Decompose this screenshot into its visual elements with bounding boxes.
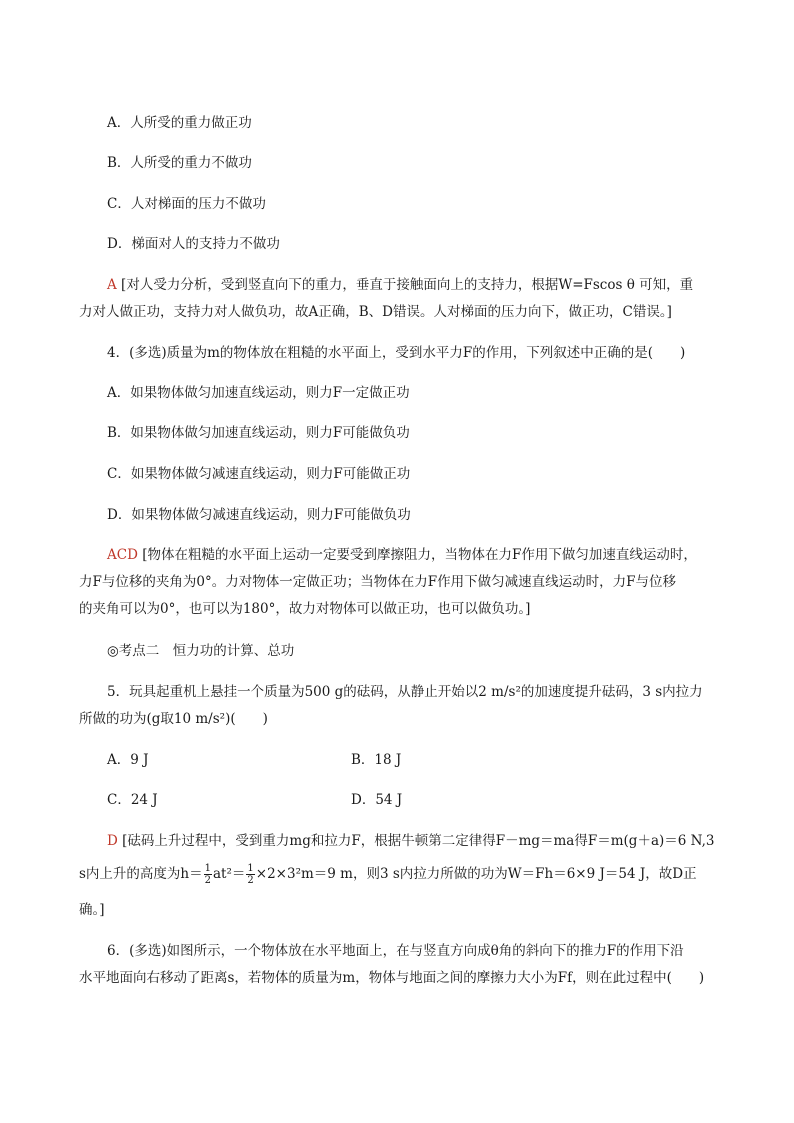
q4-stem: 4．(多选)质量为m的物体放在粗糙的水平面上，受到水平力F的作用，下列叙述中正确的是( ) [107, 345, 686, 361]
q4-explanation-line2: 力F与位移的夹角为0°。力对物体一定做正功；当物体在力F作用下做匀减速直线运动时，力F与位移 [79, 574, 676, 590]
q5-stem-line1: 5．玩具起重机上悬挂一个质量为500 g的砝码，从静止开始以2 m/s²的加速度提升砝码，3 s内拉力 [107, 684, 703, 700]
q5-explanation-line2 [79, 861, 697, 887]
q3-explanation-line2: 力对人做正功，支持力对人做负功，故A正确，B、D错误。人对梯面的压力向下，做正功，C错误。] [79, 304, 672, 320]
q4-option-d: D．如果物体做匀减速直线运动，则力F可能做负功 [107, 507, 411, 523]
q4-option-c: C．如果物体做匀减速直线运动，则力F可能做正功 [107, 466, 411, 482]
q5-option-d: D．54 J [351, 792, 403, 808]
q5-expl-mid1: at²＝ [213, 866, 246, 882]
frac-numerator: 1 [247, 863, 254, 874]
q5-expl-mid2: ×2×3²m＝9 m，则3 s内拉力所做的功为W＝Fh＝6×9 J＝54 J，故D正 [255, 866, 697, 882]
fraction-half-2 [246, 863, 254, 886]
q5-answer-letter: D [107, 833, 118, 849]
q5-option-b: B．18 J [351, 752, 402, 768]
q3-explanation-line1 [107, 275, 693, 295]
q5-option-c: C．24 J [107, 792, 158, 808]
frac-denominator: 2 [247, 875, 254, 886]
q6-stem-line2: 水平地面向右移动了距离s，若物体的质量为m，物体与地面之间的摩擦力大小为Ff，则在此过程中( ) [79, 970, 705, 986]
q5-stem-line2: 所做的功为(g取10 m/s²)( ) [79, 711, 268, 727]
q3-explanation-text: [对人受力分析，受到竖直向下的重力，垂直于接触面向上的支持力，根据W=Fscos θ 可知，重 [121, 277, 694, 293]
q3-answer-letter: A [107, 277, 117, 293]
q4-explanation-line3: 的夹角可以为0°，也可以为180°，故力对物体可以做正功，也可以做负功。] [79, 601, 531, 617]
q4-option-b: B．如果物体做匀加速直线运动，则力F可能做负功 [107, 425, 410, 441]
q5-expl-pre: s内上升的高度为h＝ [79, 866, 203, 882]
q4-explanation-line1 [107, 545, 697, 565]
q6-stem-line1: 6．(多选)如图所示，一个物体放在水平地面上，在与竖直方向成θ角的斜向下的推力F的作用下沿 [107, 943, 684, 959]
q3-option-d: D．梯面对人的支持力不做功 [107, 236, 280, 252]
q3-option-c: C．人对梯面的压力不做功 [107, 196, 266, 212]
q5-explanation-line1 [107, 831, 714, 851]
frac-numerator: 1 [204, 863, 211, 874]
frac-denominator: 2 [204, 875, 211, 886]
q5-explanation-text: [砝码上升过程中，受到重力mg和拉力F，根据牛顿第二定律得F－mg＝ma得F＝m(g＋a)＝6 N,3 [122, 833, 715, 849]
fraction-half-1 [204, 863, 212, 886]
q4-explanation-text: [物体在粗糙的水平面上运动一定要受到摩擦阻力，当物体在力F作用下做匀加速直线运动时， [142, 547, 697, 563]
q5-explanation-line3: 确。] [79, 902, 105, 918]
q3-option-a: A．人所受的重力做正功 [107, 115, 252, 131]
q4-option-a: A．如果物体做匀加速直线运动，则力F一定做正功 [107, 385, 410, 401]
q5-option-a: A．9 J [107, 752, 149, 768]
q4-answer-letter: ACD [107, 547, 138, 563]
section-title: ◎考点二 恒力功的计算、总功 [107, 643, 295, 659]
q3-option-b: B．人所受的重力不做功 [107, 155, 252, 171]
